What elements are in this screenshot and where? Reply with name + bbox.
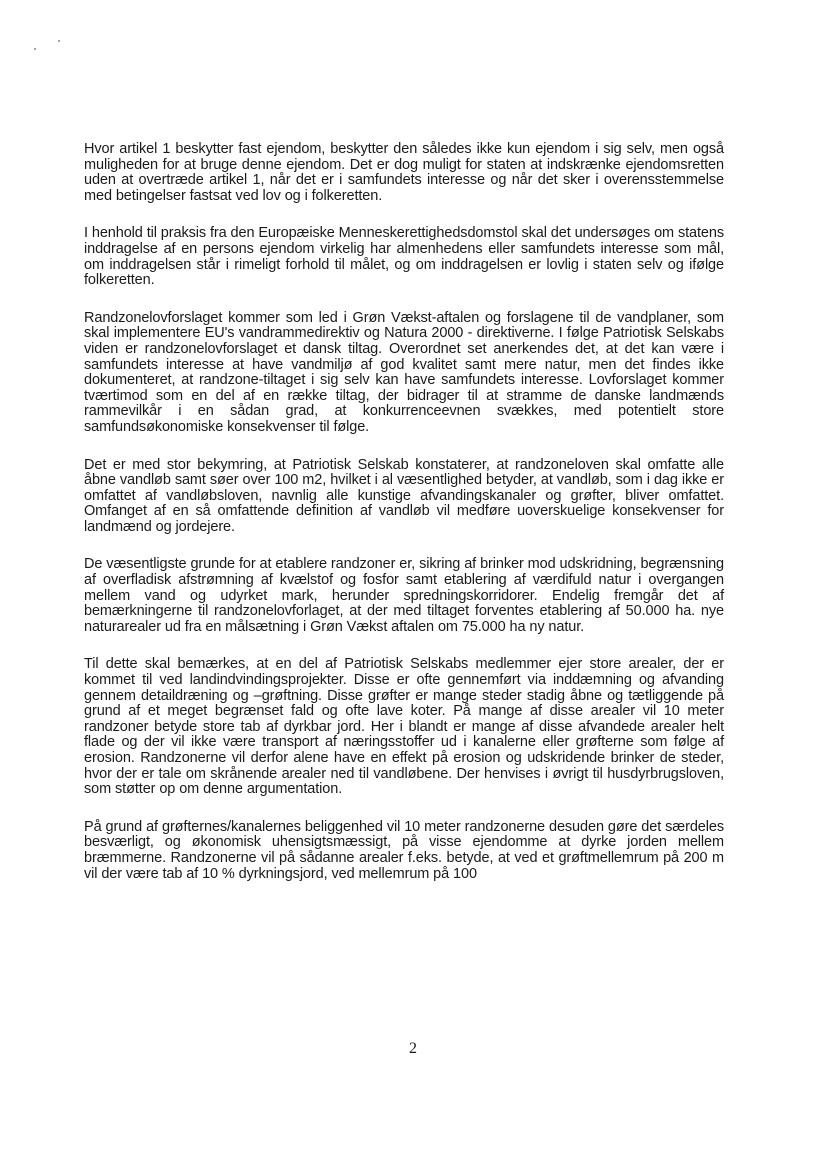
paragraph: De væsentligste grunde for at etablere randzoner er, sikring af brinker mod udskridning, begrænsning af overfladisk afstrømning af kvælstof og fosfor samt etablering af værdifuld natur i overgangen mellem vand og udyrket mark, herunder spredningskorridorer. Endelig fremgår det af bemærkningerne til randzonelovforlaget, at der med tiltaget forventes etablering af 50.000 ha. nye naturarealer ud fra en målsætning i Grøn Vækst aftalen om 75.000 ha ny natur. — [84, 556, 724, 635]
paragraph: Hvor artikel 1 beskytter fast ejendom, beskytter den således ikke kun ejendom i sig selv, men også muligheden for at bruge denne ejendom. Det er dog muligt for staten at indskrænke ejendomsretten uden at overtræde artikel 1, når det er i samfundets interesse og når det sker i overensstemmelse med betingelser fastsat ved lov og i folkeretten. — [84, 141, 724, 204]
scan-artifact — [58, 40, 60, 42]
paragraph: Det er med stor bekymring, at Patriotisk Selskab konstaterer, at randzoneloven skal omfatte alle åbne vandløb samt søer over 100 m2, hvilket i al væsentlighed betyder, at vandløb, som i dag ikke er omfattet af vandløbsloven, navnlig alle kunstige afvandingskanaler og grøfter, bliver omfattet. Omfanget af en så omfattende definition af vandløb vil medføre uoverskuelige konsekvenser for landmænd og jordejere. — [84, 456, 724, 535]
paragraph: På grund af grøfternes/kanalernes beliggenhed vil 10 meter randzonerne desuden gøre det særdeles besværligt, og økonomisk uhensigtsmæssigt, på visse ejendomme at dyrke jorden mellem bræmmerne. Randzonerne vil på sådanne arealer f.eks. betyde, at ved et grøftmellemrum på 200 m vil der være tab af 10 % dyrkningsjord, ved mellemrum på 100 — [84, 818, 724, 882]
paragraph: Randzonelovforslaget kommer som led i Grøn Vækst-aftalen og forslagene til de vandplaner, som skal implementere EU's vandrammedirektiv og Natura 2000 - direktiverne. I følge Patriotisk Selskabs viden er randzonelovforslaget et dansk tiltag. Overordnet set anerkendes det, at det kan være i samfundets interesse at have vandmiljø af god kvalitet samt mere natur, men det findes ikke dokumenteret, at randzone-tiltaget i sig selv kan have samfundets interesse. Lovforslaget kommer tværtimod som en del af en række tiltag, der bidrager til at stramme de danske landmænds rammevilkår i en sådan grad, at konkurrenceevnen svækkes, med potentielt store samfundsøkonomiske konsekvenser til følge. — [84, 309, 724, 435]
paragraph: Til dette skal bemærkes, at en del af Patriotisk Selskabs medlemmer ejer store arealer, der er kommet til ved landindvindingsprojekter. Disse er ofte gennemført via inddæmning og afvanding gennem detaildræning og –grøftning. Disse grøfter er mange steder stadig åbne og tætliggende på grund af et meget begrænset fald og ofte lave koter. På mange af disse arealer vil 10 meter randzoner betyde store tab af dyrkbar jord. Her i blandt er mange af disse afvandede arealer helt flade og der vil ikke være transport af næringsstoffer ud i kanalerne eller grøfterne som følge af erosion. Randzonerne vil derfor alene have en effekt på erosion og udskridende brinker de steder, hvor der er tale om skrånende arealer ned til vandløbene. Der henvises i øvrigt til husdyrbrugsloven, som støtter op om denne argumentation. — [84, 656, 724, 798]
paragraph: I henhold til praksis fra den Europæiske Menneskerettighedsdomstol skal det undersøges om statens inddragelse af en persons ejendom virkelig har almenhedens eller samfundets interesse som mål, om inddragelsen står i rimeligt forhold til målet, og om inddragelsen er lovlig i staten selv og ifølge folkeretten. — [84, 225, 724, 289]
page-number: 2 — [409, 1040, 417, 1057]
document-body — [84, 142, 724, 904]
scan-artifact — [34, 48, 36, 50]
